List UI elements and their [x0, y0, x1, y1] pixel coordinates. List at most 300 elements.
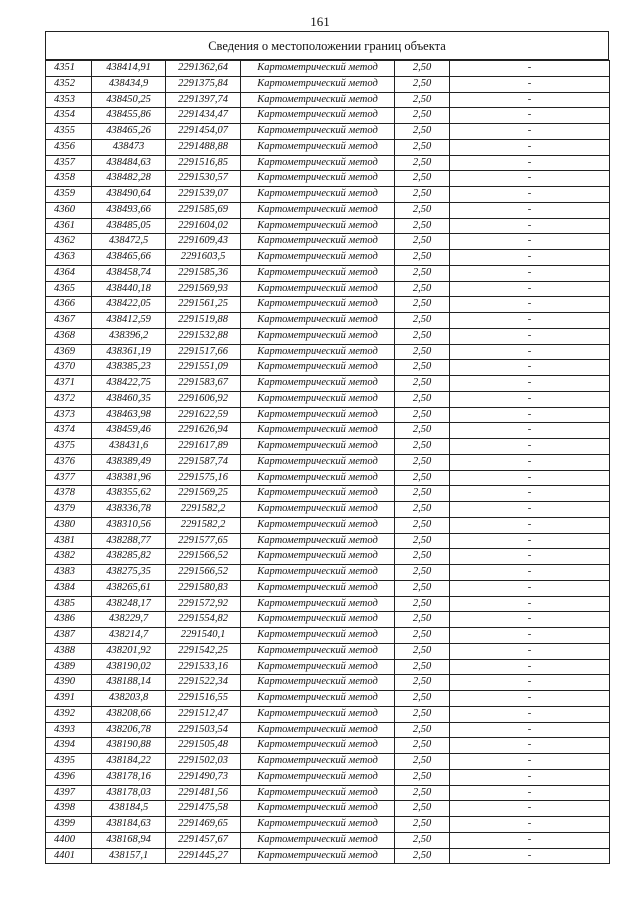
x-coordinate-cell: 438206,78 [92, 722, 166, 738]
point-number-cell: 4387 [46, 628, 92, 644]
y-coordinate-cell: 2291512,47 [166, 706, 241, 722]
y-coordinate-cell: 2291577,65 [166, 533, 241, 549]
y-coordinate-cell: 2291533,16 [166, 659, 241, 675]
accuracy-cell: 2,50 [395, 769, 450, 785]
x-coordinate-cell: 438203,8 [92, 691, 166, 707]
x-coordinate-cell: 438389,49 [92, 454, 166, 470]
description-cell: - [450, 187, 610, 203]
point-number-cell: 4392 [46, 706, 92, 722]
method-cell: Картометрический метод [241, 76, 395, 92]
y-coordinate-cell: 2291532,88 [166, 328, 241, 344]
method-cell: Картометрический метод [241, 297, 395, 313]
page-number: 161 [310, 14, 330, 29]
method-cell: Картометрический метод [241, 832, 395, 848]
point-number-cell: 4376 [46, 454, 92, 470]
y-coordinate-cell: 2291575,16 [166, 470, 241, 486]
point-number-cell: 4369 [46, 344, 92, 360]
description-cell: - [450, 281, 610, 297]
description-cell: - [450, 439, 610, 455]
accuracy-cell: 2,50 [395, 313, 450, 329]
table-row [46, 722, 610, 738]
x-coordinate-cell: 438482,28 [92, 171, 166, 187]
table-row [46, 706, 610, 722]
method-cell: Картометрический метод [241, 722, 395, 738]
y-coordinate-cell: 2291542,25 [166, 643, 241, 659]
point-number-cell: 4354 [46, 108, 92, 124]
description-cell: - [450, 817, 610, 833]
x-coordinate-cell: 438184,5 [92, 801, 166, 817]
accuracy-cell: 2,50 [395, 61, 450, 77]
accuracy-cell: 2,50 [395, 454, 450, 470]
method-cell: Картометрический метод [241, 124, 395, 140]
y-coordinate-cell: 2291587,74 [166, 454, 241, 470]
method-cell: Картометрический метод [241, 423, 395, 439]
table-row [46, 171, 610, 187]
method-cell: Картометрический метод [241, 817, 395, 833]
table-row [46, 218, 610, 234]
table-row [46, 344, 610, 360]
accuracy-cell: 2,50 [395, 344, 450, 360]
accuracy-cell: 2,50 [395, 596, 450, 612]
accuracy-cell: 2,50 [395, 832, 450, 848]
table-row [46, 313, 610, 329]
description-cell: - [450, 265, 610, 281]
accuracy-cell: 2,50 [395, 265, 450, 281]
point-number-cell: 4381 [46, 533, 92, 549]
table-row [46, 628, 610, 644]
point-number-cell: 4374 [46, 423, 92, 439]
description-cell: - [450, 659, 610, 675]
accuracy-cell: 2,50 [395, 139, 450, 155]
accuracy-cell: 2,50 [395, 76, 450, 92]
method-cell: Картометрический метод [241, 659, 395, 675]
table-row [46, 596, 610, 612]
accuracy-cell: 2,50 [395, 376, 450, 392]
description-cell: - [450, 155, 610, 171]
accuracy-cell: 2,50 [395, 439, 450, 455]
table-row [46, 124, 610, 140]
x-coordinate-cell: 438208,66 [92, 706, 166, 722]
method-cell: Картометрический метод [241, 769, 395, 785]
accuracy-cell: 2,50 [395, 202, 450, 218]
accuracy-cell: 2,50 [395, 549, 450, 565]
x-coordinate-cell: 438157,1 [92, 848, 166, 864]
description-cell: - [450, 61, 610, 77]
y-coordinate-cell: 2291572,92 [166, 596, 241, 612]
accuracy-cell: 2,50 [395, 250, 450, 266]
method-cell: Картометрический метод [241, 565, 395, 581]
point-number-cell: 4359 [46, 187, 92, 203]
table-row [46, 391, 610, 407]
description-cell: - [450, 549, 610, 565]
table-row [46, 612, 610, 628]
table-row [46, 360, 610, 376]
accuracy-cell: 2,50 [395, 502, 450, 518]
method-cell: Картометрический метод [241, 848, 395, 864]
method-cell: Картометрический метод [241, 313, 395, 329]
y-coordinate-cell: 2291516,85 [166, 155, 241, 171]
table-row [46, 817, 610, 833]
y-coordinate-cell: 2291434,47 [166, 108, 241, 124]
y-coordinate-cell: 2291554,82 [166, 612, 241, 628]
point-number-cell: 4370 [46, 360, 92, 376]
accuracy-cell: 2,50 [395, 691, 450, 707]
table-row [46, 187, 610, 203]
accuracy-cell: 2,50 [395, 486, 450, 502]
table-row [46, 439, 610, 455]
description-cell: - [450, 202, 610, 218]
description-cell: - [450, 706, 610, 722]
y-coordinate-cell: 2291503,54 [166, 722, 241, 738]
x-coordinate-cell: 438473 [92, 139, 166, 155]
y-coordinate-cell: 2291585,36 [166, 265, 241, 281]
point-number-cell: 4366 [46, 297, 92, 313]
table-row [46, 549, 610, 565]
method-cell: Картометрический метод [241, 218, 395, 234]
table-row [46, 92, 610, 108]
accuracy-cell: 2,50 [395, 360, 450, 376]
point-number-cell: 4358 [46, 171, 92, 187]
y-coordinate-cell: 2291604,02 [166, 218, 241, 234]
accuracy-cell: 2,50 [395, 124, 450, 140]
method-cell: Картометрический метод [241, 407, 395, 423]
y-coordinate-cell: 2291522,34 [166, 675, 241, 691]
point-number-cell: 4362 [46, 234, 92, 250]
description-cell: - [450, 754, 610, 770]
accuracy-cell: 2,50 [395, 234, 450, 250]
point-number-cell: 4379 [46, 502, 92, 518]
table-row [46, 659, 610, 675]
point-number-cell: 4400 [46, 832, 92, 848]
point-number-cell: 4398 [46, 801, 92, 817]
method-cell: Картометрический метод [241, 171, 395, 187]
x-coordinate-cell: 438248,17 [92, 596, 166, 612]
method-cell: Картометрический метод [241, 596, 395, 612]
accuracy-cell: 2,50 [395, 722, 450, 738]
y-coordinate-cell: 2291582,2 [166, 517, 241, 533]
description-cell: - [450, 470, 610, 486]
description-cell: - [450, 785, 610, 801]
description-cell: - [450, 691, 610, 707]
description-cell: - [450, 517, 610, 533]
accuracy-cell: 2,50 [395, 423, 450, 439]
description-cell: - [450, 423, 610, 439]
table-row [46, 76, 610, 92]
x-coordinate-cell: 438431,6 [92, 439, 166, 455]
y-coordinate-cell: 2291375,84 [166, 76, 241, 92]
point-number-cell: 4372 [46, 391, 92, 407]
description-cell: - [450, 391, 610, 407]
y-coordinate-cell: 2291569,25 [166, 486, 241, 502]
y-coordinate-cell: 2291362,64 [166, 61, 241, 77]
x-coordinate-cell: 438336,78 [92, 502, 166, 518]
table-row [46, 202, 610, 218]
description-cell: - [450, 76, 610, 92]
point-number-cell: 4367 [46, 313, 92, 329]
description-cell: - [450, 250, 610, 266]
description-cell: - [450, 769, 610, 785]
method-cell: Картометрический метод [241, 439, 395, 455]
accuracy-cell: 2,50 [395, 187, 450, 203]
description-cell: - [450, 628, 610, 644]
boundary-coordinates-sheet [45, 31, 609, 864]
method-cell: Картометрический метод [241, 706, 395, 722]
description-cell: - [450, 328, 610, 344]
method-cell: Картометрический метод [241, 281, 395, 297]
x-coordinate-cell: 438265,61 [92, 580, 166, 596]
method-cell: Картометрический метод [241, 187, 395, 203]
point-number-cell: 4363 [46, 250, 92, 266]
y-coordinate-cell: 2291488,88 [166, 139, 241, 155]
x-coordinate-cell: 438434,9 [92, 76, 166, 92]
point-number-cell: 4383 [46, 565, 92, 581]
x-coordinate-cell: 438361,19 [92, 344, 166, 360]
accuracy-cell: 2,50 [395, 297, 450, 313]
table-row [46, 533, 610, 549]
description-cell: - [450, 108, 610, 124]
x-coordinate-cell: 438472,5 [92, 234, 166, 250]
x-coordinate-cell: 438190,02 [92, 659, 166, 675]
y-coordinate-cell: 2291609,43 [166, 234, 241, 250]
accuracy-cell: 2,50 [395, 848, 450, 864]
x-coordinate-cell: 438460,35 [92, 391, 166, 407]
accuracy-cell: 2,50 [395, 517, 450, 533]
accuracy-cell: 2,50 [395, 171, 450, 187]
description-cell: - [450, 832, 610, 848]
table-row [46, 769, 610, 785]
table-row [46, 139, 610, 155]
method-cell: Картометрический метод [241, 533, 395, 549]
point-number-cell: 4390 [46, 675, 92, 691]
y-coordinate-cell: 2291603,5 [166, 250, 241, 266]
table-row [46, 691, 610, 707]
method-cell: Картометрический метод [241, 234, 395, 250]
table-row [46, 155, 610, 171]
point-number-cell: 4380 [46, 517, 92, 533]
accuracy-cell: 2,50 [395, 754, 450, 770]
accuracy-cell: 2,50 [395, 281, 450, 297]
accuracy-cell: 2,50 [395, 612, 450, 628]
description-cell: - [450, 171, 610, 187]
x-coordinate-cell: 438385,23 [92, 360, 166, 376]
x-coordinate-cell: 438422,05 [92, 297, 166, 313]
y-coordinate-cell: 2291519,88 [166, 313, 241, 329]
accuracy-cell: 2,50 [395, 801, 450, 817]
description-cell: - [450, 297, 610, 313]
x-coordinate-cell: 438190,88 [92, 738, 166, 754]
x-coordinate-cell: 438484,63 [92, 155, 166, 171]
table-row [46, 502, 610, 518]
x-coordinate-cell: 438184,63 [92, 817, 166, 833]
method-cell: Картометрический метод [241, 549, 395, 565]
table-row [46, 423, 610, 439]
y-coordinate-cell: 2291622,59 [166, 407, 241, 423]
point-number-cell: 4352 [46, 76, 92, 92]
y-coordinate-cell: 2291457,67 [166, 832, 241, 848]
point-number-cell: 4365 [46, 281, 92, 297]
description-cell: - [450, 801, 610, 817]
description-cell: - [450, 234, 610, 250]
method-cell: Картометрический метод [241, 628, 395, 644]
description-cell: - [450, 848, 610, 864]
accuracy-cell: 2,50 [395, 92, 450, 108]
description-cell: - [450, 376, 610, 392]
y-coordinate-cell: 2291530,57 [166, 171, 241, 187]
table-row [46, 785, 610, 801]
description-cell: - [450, 675, 610, 691]
table-title: Сведения о местоположении границ объекта [45, 31, 609, 60]
point-number-cell: 4399 [46, 817, 92, 833]
method-cell: Картометрический метод [241, 360, 395, 376]
x-coordinate-cell: 438201,92 [92, 643, 166, 659]
method-cell: Картометрический метод [241, 376, 395, 392]
table-row [46, 328, 610, 344]
x-coordinate-cell: 438275,35 [92, 565, 166, 581]
x-coordinate-cell: 438168,94 [92, 832, 166, 848]
method-cell: Картометрический метод [241, 61, 395, 77]
y-coordinate-cell: 2291569,93 [166, 281, 241, 297]
point-number-cell: 4396 [46, 769, 92, 785]
method-cell: Картометрический метод [241, 344, 395, 360]
method-cell: Картометрический метод [241, 486, 395, 502]
y-coordinate-cell: 2291505,48 [166, 738, 241, 754]
x-coordinate-cell: 438288,77 [92, 533, 166, 549]
x-coordinate-cell: 438214,7 [92, 628, 166, 644]
y-coordinate-cell: 2291551,09 [166, 360, 241, 376]
table-row [46, 265, 610, 281]
method-cell: Картометрический метод [241, 108, 395, 124]
description-cell: - [450, 407, 610, 423]
description-cell: - [450, 344, 610, 360]
method-cell: Картометрический метод [241, 785, 395, 801]
description-cell: - [450, 124, 610, 140]
y-coordinate-cell: 2291481,56 [166, 785, 241, 801]
point-number-cell: 4391 [46, 691, 92, 707]
x-coordinate-cell: 438178,03 [92, 785, 166, 801]
y-coordinate-cell: 2291469,65 [166, 817, 241, 833]
table-row [46, 643, 610, 659]
y-coordinate-cell: 2291490,73 [166, 769, 241, 785]
x-coordinate-cell: 438285,82 [92, 549, 166, 565]
x-coordinate-cell: 438229,7 [92, 612, 166, 628]
x-coordinate-cell: 438465,26 [92, 124, 166, 140]
description-cell: - [450, 486, 610, 502]
y-coordinate-cell: 2291540,1 [166, 628, 241, 644]
accuracy-cell: 2,50 [395, 565, 450, 581]
point-number-cell: 4355 [46, 124, 92, 140]
x-coordinate-cell: 438455,86 [92, 108, 166, 124]
x-coordinate-cell: 438493,66 [92, 202, 166, 218]
description-cell: - [450, 502, 610, 518]
y-coordinate-cell: 2291517,66 [166, 344, 241, 360]
point-number-cell: 4360 [46, 202, 92, 218]
description-cell: - [450, 596, 610, 612]
description-cell: - [450, 92, 610, 108]
x-coordinate-cell: 438450,25 [92, 92, 166, 108]
method-cell: Картометрический метод [241, 643, 395, 659]
x-coordinate-cell: 438396,2 [92, 328, 166, 344]
table-row [46, 376, 610, 392]
point-number-cell: 4393 [46, 722, 92, 738]
method-cell: Картометрический метод [241, 155, 395, 171]
description-cell: - [450, 313, 610, 329]
accuracy-cell: 2,50 [395, 580, 450, 596]
description-cell: - [450, 565, 610, 581]
accuracy-cell: 2,50 [395, 738, 450, 754]
y-coordinate-cell: 2291566,52 [166, 565, 241, 581]
point-number-cell: 4395 [46, 754, 92, 770]
point-number-cell: 4378 [46, 486, 92, 502]
y-coordinate-cell: 2291539,07 [166, 187, 241, 203]
point-number-cell: 4397 [46, 785, 92, 801]
x-coordinate-cell: 438465,66 [92, 250, 166, 266]
x-coordinate-cell: 438178,16 [92, 769, 166, 785]
y-coordinate-cell: 2291580,83 [166, 580, 241, 596]
x-coordinate-cell: 438463,98 [92, 407, 166, 423]
method-cell: Картометрический метод [241, 250, 395, 266]
method-cell: Картометрический метод [241, 691, 395, 707]
accuracy-cell: 2,50 [395, 218, 450, 234]
y-coordinate-cell: 2291397,74 [166, 92, 241, 108]
accuracy-cell: 2,50 [395, 328, 450, 344]
table-row [46, 580, 610, 596]
method-cell: Картометрический метод [241, 738, 395, 754]
accuracy-cell: 2,50 [395, 675, 450, 691]
accuracy-cell: 2,50 [395, 706, 450, 722]
description-cell: - [450, 612, 610, 628]
y-coordinate-cell: 2291583,67 [166, 376, 241, 392]
point-number-cell: 4353 [46, 92, 92, 108]
accuracy-cell: 2,50 [395, 817, 450, 833]
table-row [46, 454, 610, 470]
description-cell: - [450, 580, 610, 596]
description-cell: - [450, 738, 610, 754]
point-number-cell: 4361 [46, 218, 92, 234]
accuracy-cell: 2,50 [395, 785, 450, 801]
table-row [46, 848, 610, 864]
x-coordinate-cell: 438458,74 [92, 265, 166, 281]
point-number-cell: 4375 [46, 439, 92, 455]
y-coordinate-cell: 2291454,07 [166, 124, 241, 140]
coordinates-table-body [46, 61, 610, 864]
table-row [46, 754, 610, 770]
y-coordinate-cell: 2291626,94 [166, 423, 241, 439]
point-number-cell: 4373 [46, 407, 92, 423]
y-coordinate-cell: 2291617,89 [166, 439, 241, 455]
description-cell: - [450, 533, 610, 549]
y-coordinate-cell: 2291582,2 [166, 502, 241, 518]
point-number-cell: 4384 [46, 580, 92, 596]
method-cell: Картометрический метод [241, 754, 395, 770]
x-coordinate-cell: 438355,62 [92, 486, 166, 502]
point-number-cell: 4401 [46, 848, 92, 864]
x-coordinate-cell: 438310,56 [92, 517, 166, 533]
y-coordinate-cell: 2291445,27 [166, 848, 241, 864]
table-row [46, 517, 610, 533]
point-number-cell: 4394 [46, 738, 92, 754]
method-cell: Картометрический метод [241, 470, 395, 486]
y-coordinate-cell: 2291585,69 [166, 202, 241, 218]
accuracy-cell: 2,50 [395, 628, 450, 644]
x-coordinate-cell: 438440,18 [92, 281, 166, 297]
description-cell: - [450, 139, 610, 155]
accuracy-cell: 2,50 [395, 659, 450, 675]
y-coordinate-cell: 2291566,52 [166, 549, 241, 565]
x-coordinate-cell: 438184,22 [92, 754, 166, 770]
description-cell: - [450, 643, 610, 659]
accuracy-cell: 2,50 [395, 533, 450, 549]
table-row [46, 486, 610, 502]
